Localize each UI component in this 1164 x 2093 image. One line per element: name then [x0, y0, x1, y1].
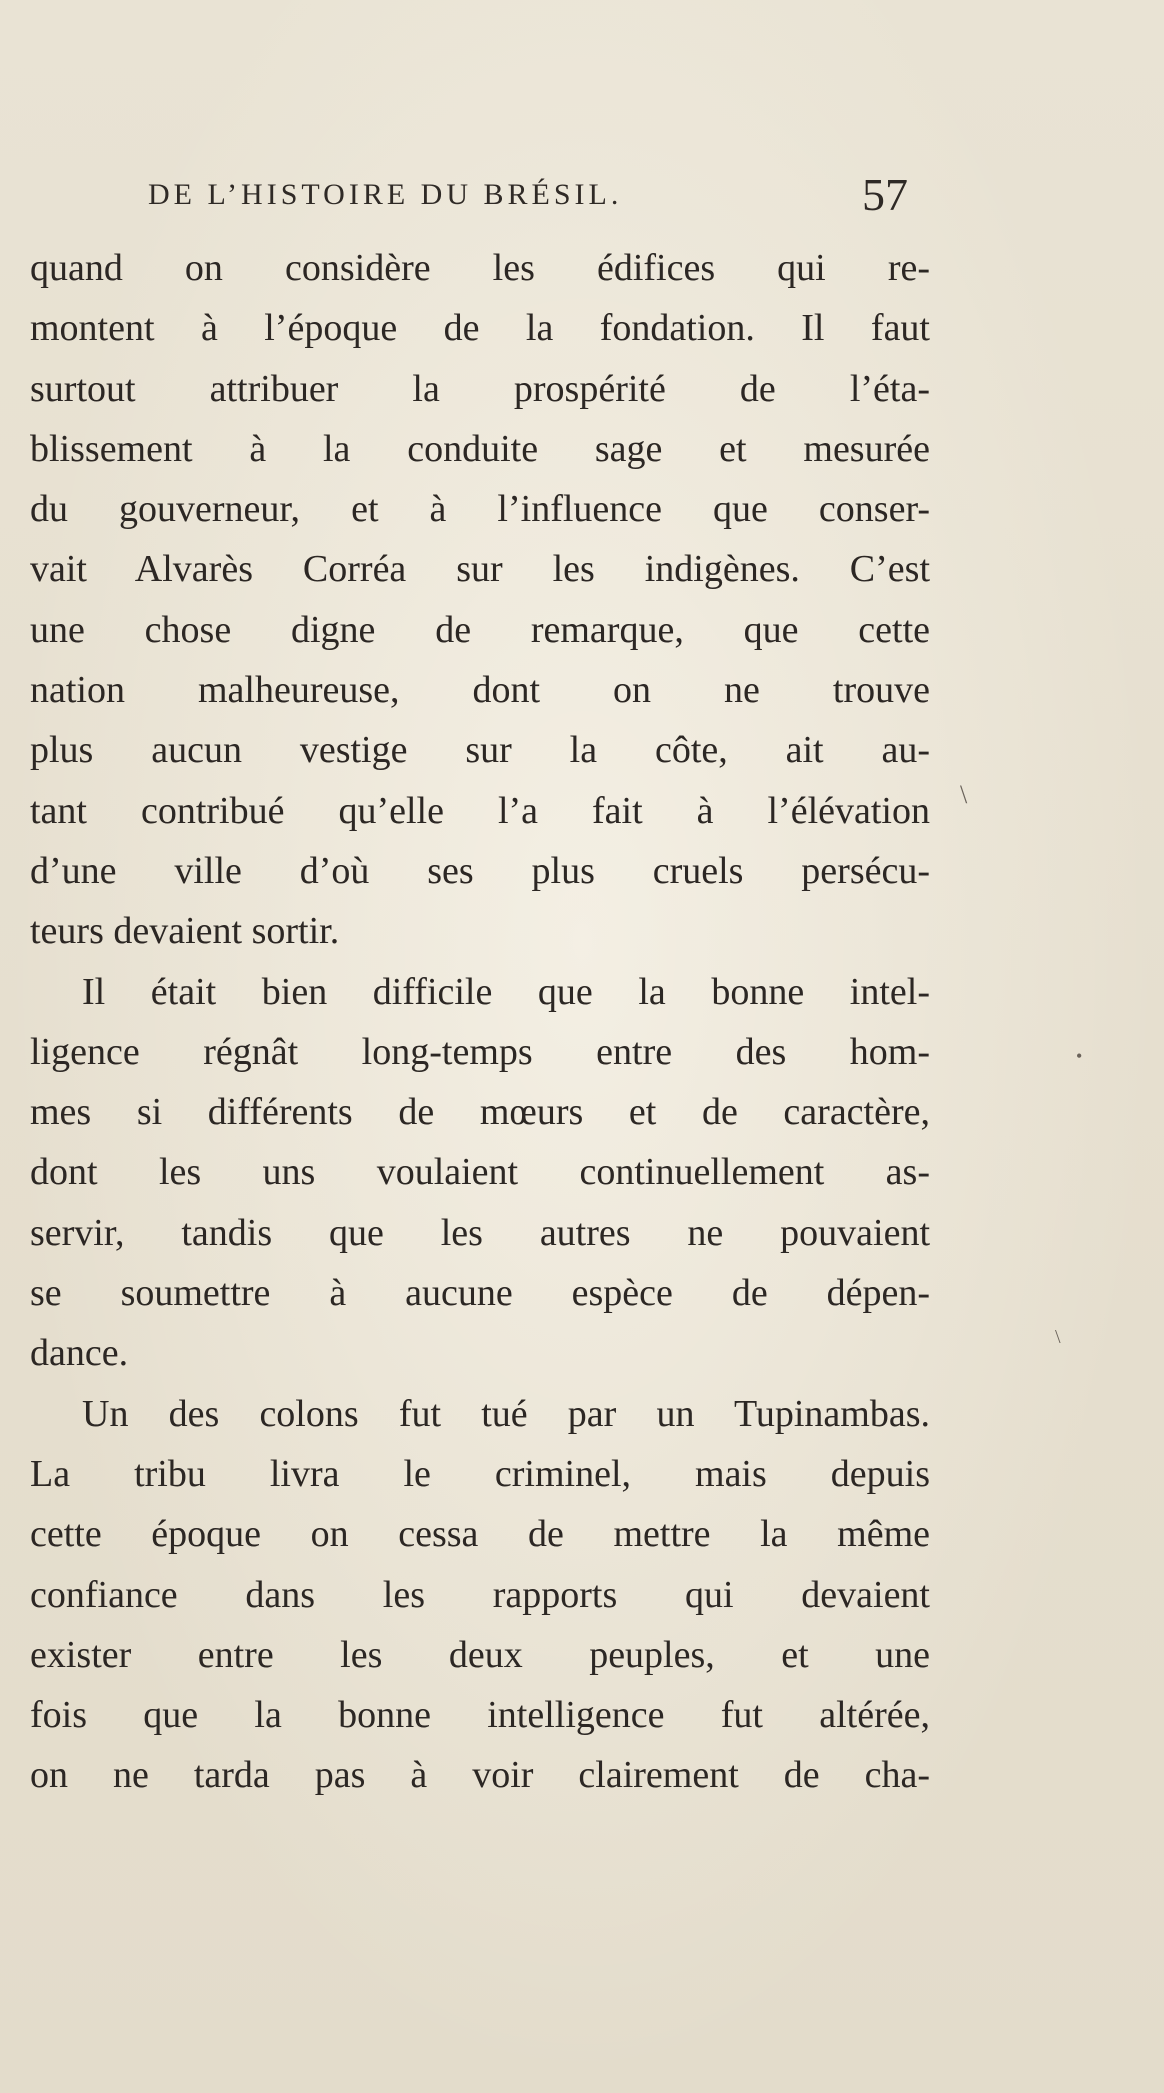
- text-line: exister entre les deux peuples, et une: [30, 1633, 930, 1676]
- text-line: cette époque on cessa de mettre la même: [30, 1513, 930, 1556]
- text-line: servir, tandis que les autres ne pouvaient: [30, 1211, 930, 1254]
- text-line: confiance dans les rapports qui devaient: [30, 1573, 930, 1616]
- text-line: plus aucun vestige sur la côte, ait au-: [30, 729, 930, 772]
- text-line: fois que la bonne intelligence fut altérée,: [30, 1694, 930, 1737]
- text-line: quand on considère les édifices qui re-: [30, 247, 930, 289]
- page-header: [148, 168, 908, 228]
- text-line: on ne tarda pas à voir clairement de cha-: [30, 1754, 930, 1797]
- text-line: blissement à la conduite sage et mesurée: [30, 427, 930, 470]
- text-line: La tribu livra le criminel, mais depuis: [30, 1452, 930, 1495]
- text-line: surtout attribuer la prospérité de l’éta-: [30, 367, 930, 410]
- text-line: Un des colons fut tué par un Tupinambas.: [82, 1392, 930, 1435]
- page-number: 57: [862, 169, 908, 220]
- text-line: ligence régnât long-temps entre des hom-: [30, 1030, 930, 1073]
- margin-tick-mark: \: [960, 780, 968, 809]
- text-line: du gouverneur, et à l’influence que conser-: [30, 488, 930, 531]
- text-line: dance.: [30, 1332, 129, 1375]
- text-line: Il était bien difficile que la bonne intel-: [82, 970, 930, 1013]
- text-line: nation malheureuse, dont on ne trouve: [30, 669, 930, 712]
- text-line: teurs devaient sortir.: [30, 910, 340, 953]
- text-line: mes si différents de mœurs et de caractère,: [30, 1091, 930, 1134]
- text-line: vait Alvarès Corréa sur les indigènes. C’est: [30, 548, 930, 591]
- text-line: dont les uns voulaient continuellement as-: [30, 1151, 930, 1194]
- text-line: d’une ville d’où ses plus cruels persécu-: [30, 849, 930, 892]
- text-line: montent à l’époque de la fondation. Il faut: [30, 307, 930, 350]
- running-title: DE L’HISTOIRE DU BRÉSIL.: [148, 178, 623, 211]
- text-line: tant contribué qu’elle l’a fait à l’élévation: [30, 789, 930, 832]
- margin-dot-mark: •: [1076, 1046, 1083, 1066]
- body-text: [30, 238, 930, 1806]
- text-line: une chose digne de remarque, que cette: [30, 608, 930, 651]
- lower-tick-mark: \: [1055, 1326, 1061, 1348]
- text-line: se soumettre à aucune espèce de dépen-: [30, 1272, 930, 1315]
